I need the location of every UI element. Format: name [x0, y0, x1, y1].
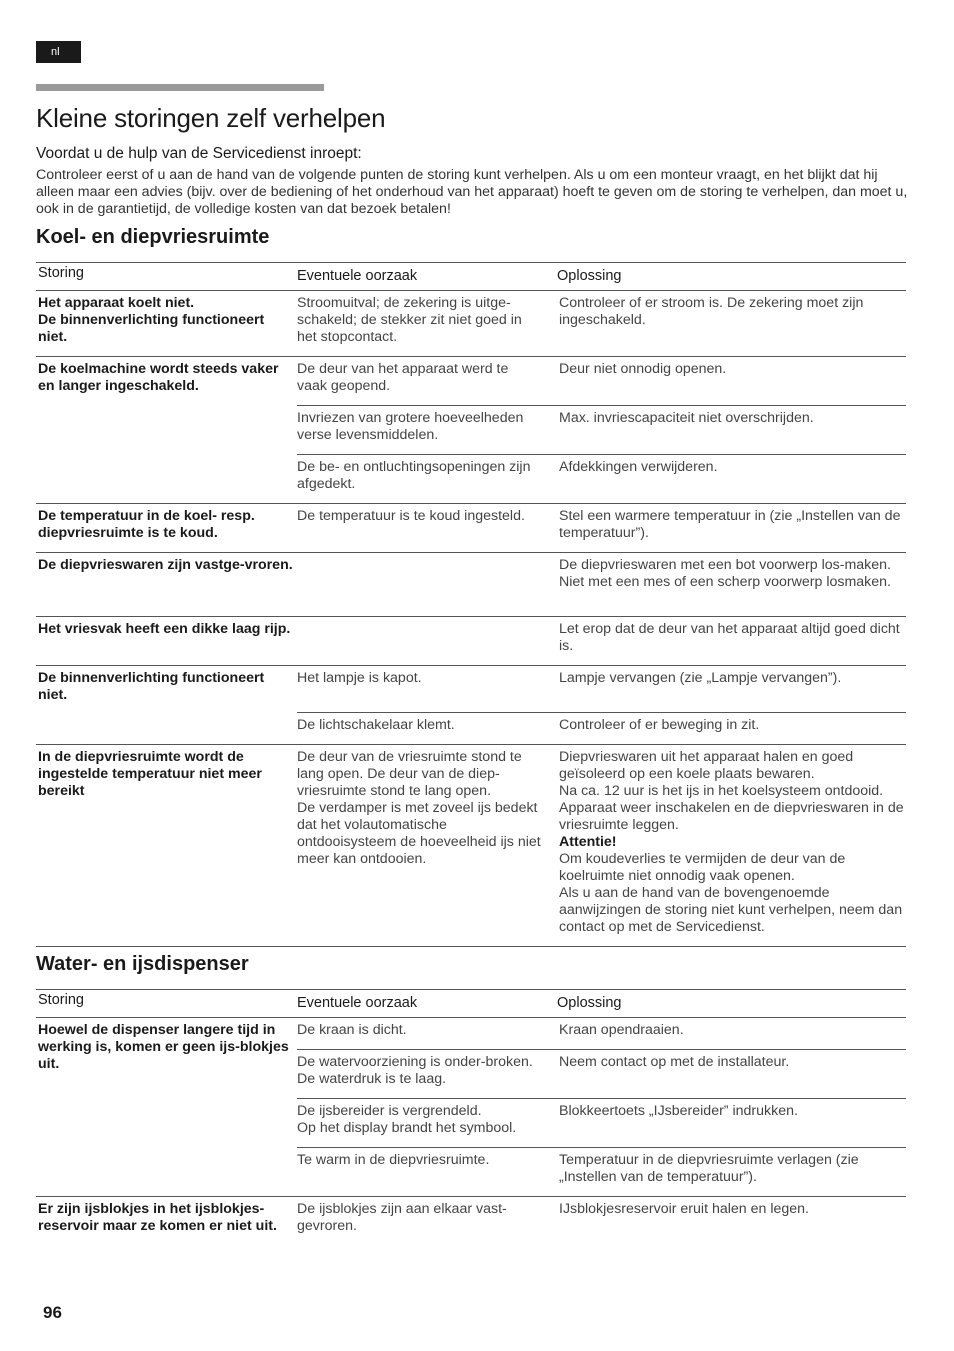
attention-label: Attentie!	[559, 834, 617, 850]
header-oorzaak: Eventuele oorzaak	[297, 268, 418, 284]
oplossing-text: Blokkeertoets „IJsbereider” indrukken.	[559, 1103, 798, 1119]
oplossing-text: Max. invriescapaciteit niet overschrijden.	[559, 410, 814, 426]
oplossing-cell	[557, 745, 906, 946]
oorzaak-cell: Invriezen van grotere hoeveelheden verse levensmiddelen.	[297, 406, 557, 454]
oplossing-cell	[557, 291, 906, 356]
oplossing-cell	[557, 617, 906, 665]
oplossing-cell	[557, 666, 906, 712]
table-row	[36, 553, 906, 617]
storing-cell: Het vriesvak heeft een dikke laag rijp.	[38, 621, 291, 637]
oplossing-cell	[557, 1099, 906, 1147]
cause-solution-group	[297, 617, 906, 665]
cause-solution-row	[297, 712, 906, 744]
intro-paragraph: Controleer eerst of u aan de hand van de volgende punten de storing kunt verhelpen. Als u om een monteur vraagt, en het blijkt dat hij alleen maar een advies (bijv. over de bediening of het onderhoud van het apparaat) hoeft te geven om de storing te verhelpen, dan moet u, ook in de garantietijd, de volledige kosten van dat bezoek betalen!	[36, 167, 908, 217]
table-header	[36, 262, 906, 291]
oorzaak-cell	[297, 553, 557, 616]
storing-cell: De diepvrieswaren zijn vastge-vroren.	[38, 557, 293, 573]
table-row	[36, 617, 906, 666]
cause-solution-row	[297, 454, 906, 503]
cause-solution-row	[297, 1147, 906, 1196]
oorzaak-cell: De watervoorziening is onder-broken. De waterdruk is te laag.	[297, 1050, 557, 1098]
page-title: Kleine storingen zelf verhelpen	[36, 103, 386, 133]
oplossing-text: Controleer of er beweging in zit.	[559, 717, 760, 733]
oplossing-text: Temperatuur in de diepvriesruimte verlagen (zie „Instellen van de temperatuur”).	[559, 1152, 859, 1185]
attention-text: Om koudeverlies te vermijden de deur van de koelruimte niet onnodig vaak openen. Als u aan de hand van de bovengenoemde aanwijzingen de storing niet kunt verhelpen, neem dan contact op met de Servicedienst.	[559, 851, 903, 935]
header-oorzaak: Eventuele oorzaak	[297, 995, 418, 1011]
oorzaak-cell: De temperatuur is te koud ingesteld.	[297, 504, 557, 552]
cause-solution-group	[297, 745, 906, 946]
cause-solution-row	[297, 666, 906, 712]
storing-cell: De binnenverlichting functioneert niet.	[38, 670, 265, 703]
oorzaak-cell: De ijsbereider is vergrendeld. Op het display brandt het symbool.	[297, 1099, 557, 1147]
table-row	[36, 291, 906, 357]
storing-cell: Er zijn ijsblokjes in het ijsblokjes-reservoir maar ze komen er niet uit.	[38, 1201, 277, 1234]
oorzaak-cell: De ijsblokjes zijn aan elkaar vast-gevroren.	[297, 1197, 557, 1259]
oplossing-cell	[557, 1148, 906, 1196]
page-number: 96	[43, 1303, 62, 1322]
oplossing-text: Afdekkingen verwijderen.	[559, 459, 718, 475]
oorzaak-cell: De be- en ontluchtingsopeningen zijn afgedekt.	[297, 455, 557, 503]
oorzaak-cell	[297, 617, 557, 665]
cause-solution-row	[297, 1018, 906, 1049]
oplossing-text: Deur niet onnodig openen.	[559, 361, 727, 377]
oorzaak-cell: Stroomuitval; de zekering is uitge-schakeld; de stekker zit niet goed in het stopcontact.	[297, 291, 557, 356]
cause-solution-group	[297, 1197, 906, 1259]
table-row	[36, 666, 906, 745]
cause-solution-row	[297, 1197, 906, 1259]
oplossing-text: Stel een warmere temperatuur in (zie „Instellen van de temperatuur”).	[559, 508, 901, 541]
table-row	[36, 357, 906, 504]
header-oplossing: Oplossing	[557, 995, 622, 1011]
oplossing-cell	[557, 455, 906, 503]
oorzaak-cell: De deur van het apparaat werd te vaak geopend.	[297, 357, 557, 405]
storing-cell: Hoewel de dispenser langere tijd in werking is, komen er geen ijs-blokjes uit.	[38, 1022, 289, 1072]
oplossing-text: Controleer of er stroom is. De zekering moet zijn ingeschakeld.	[559, 295, 864, 328]
oplossing-text: De diepvrieswaren met een bot voorwerp los-maken. Niet met een mes of een scherp voorwerp losmaken.	[559, 557, 891, 590]
section-title-koel: Koel- en diepvriesruimte	[36, 226, 270, 248]
storing-cell: Het apparaat koelt niet. De binnenverlichting functioneert niet.	[38, 295, 265, 345]
section-title-water: Water- en ijsdispenser	[36, 953, 249, 975]
table-row	[36, 1018, 906, 1197]
cause-solution-row	[297, 504, 906, 552]
storing-cell: De koelmachine wordt steeds vaker en langer ingeschakeld.	[38, 361, 279, 394]
oorzaak-cell: De deur van de vriesruimte stond te lang open. De deur van de diep-vriesruimte stond te lang open. De verdamper is met zoveel ijs bedekt dat het volautomatische ontdooisysteem de hoeveelheid ijs niet meer kan ontdooien.	[297, 745, 557, 946]
troubleshooting-table-koel	[36, 262, 906, 947]
sub-heading: Voordat u de hulp van de Servicedienst inroept:	[36, 145, 362, 162]
cause-solution-group	[297, 1018, 906, 1196]
table-row	[36, 504, 906, 553]
table-row	[36, 1197, 906, 1259]
storing-cell: De temperatuur in de koel- resp. diepvriesruimte is te koud.	[38, 508, 255, 541]
header-storing: Storing	[38, 992, 84, 1008]
oplossing-cell	[557, 713, 906, 744]
oorzaak-cell: Het lampje is kapot.	[297, 666, 557, 712]
oplossing-cell	[557, 553, 906, 616]
oplossing-text: IJsblokjesreservoir eruit halen en legen.	[559, 1201, 809, 1217]
oplossing-cell	[557, 1197, 906, 1259]
cause-solution-row	[297, 745, 906, 946]
table-row	[36, 745, 906, 947]
language-tag: nl	[36, 41, 81, 63]
header-oplossing: Oplossing	[557, 268, 622, 284]
oplossing-text: Diepvrieswaren uit het apparaat halen en goed geïsoleerd op een koele plaats bewaren. Na ca. 12 uur is het ijs in het koelsysteem ontdooid. Apparaat weer inschakelen en de diepvrieswaren in de vriesruimte leggen.	[559, 749, 904, 833]
cause-solution-row	[297, 357, 906, 405]
oplossing-cell	[557, 1050, 906, 1098]
oplossing-cell	[557, 504, 906, 552]
oplossing-cell	[557, 406, 906, 454]
oplossing-text: Neem contact op met de installateur.	[559, 1054, 790, 1070]
cause-solution-row	[297, 553, 906, 616]
cause-solution-row	[297, 1049, 906, 1098]
oorzaak-cell: Te warm in de diepvriesruimte.	[297, 1148, 557, 1196]
troubleshooting-table-water	[36, 989, 906, 1259]
oplossing-cell	[557, 1018, 906, 1049]
storing-cell: In de diepvriesruimte wordt de ingestelde temperatuur niet meer bereikt	[38, 749, 262, 799]
oplossing-cell	[557, 357, 906, 405]
oplossing-text: Kraan opendraaien.	[559, 1022, 684, 1038]
oplossing-text: Let erop dat de deur van het apparaat altijd goed dicht is.	[559, 621, 900, 654]
cause-solution-group	[297, 666, 906, 744]
header-storing: Storing	[38, 265, 84, 281]
header-rule	[36, 84, 324, 91]
cause-solution-group	[297, 504, 906, 552]
cause-solution-row	[297, 1098, 906, 1147]
oorzaak-cell: De kraan is dicht.	[297, 1018, 557, 1049]
cause-solution-row	[297, 617, 906, 665]
cause-solution-row	[297, 405, 906, 454]
oplossing-text: Lampje vervangen (zie „Lampje vervangen”).	[559, 670, 842, 686]
cause-solution-group	[297, 291, 906, 356]
cause-solution-group	[297, 553, 906, 616]
table-header	[36, 989, 906, 1018]
oorzaak-cell: De lichtschakelaar klemt.	[297, 713, 557, 744]
cause-solution-row	[297, 291, 906, 356]
cause-solution-group	[297, 357, 906, 503]
